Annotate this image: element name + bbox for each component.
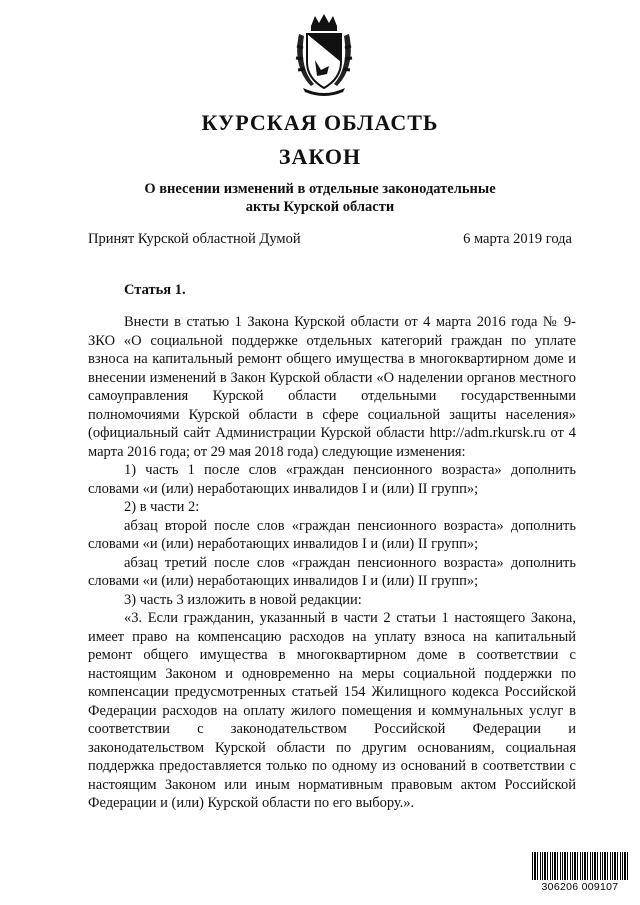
article-title: Статья 1. <box>124 282 186 298</box>
subtitle-line-2: акты Курской области <box>245 199 395 215</box>
barcode-icon <box>532 852 628 880</box>
article-paragraph: 2) в части 2: <box>124 499 200 515</box>
article-paragraph: 1) часть 1 после слов «граждан пенсионного возраста» дополнить словами «и (или) неработающих инвалидов I и (или) II групп»; <box>88 462 576 497</box>
adopted-by: Принят Курской областной Думой <box>88 231 301 247</box>
region-title: КУРСКАЯ ОБЛАСТЬ <box>201 110 439 135</box>
article-paragraph: Внести в статью 1 Закона Курской области от 4 марта 2016 года № 9-ЗКО «О социальной поддержке отдельных категорий граждан по уплате взноса на капитальный ремонт общего имущества в многоквартирном доме и внесении изменений в Закон Курской области «О наделении органов местного самоуправления Курской области отдельными государственными полномочиями Курской области в сфере социальной защиты населения» (официальный сайт Администрации Курской области http://adm.rkursk.ru от 4 марта 2016 года; от 29 мая 2018 года) следующие изменения: <box>88 314 576 460</box>
article-paragraph: «3. Если гражданин, указанный в части 2 статьи 1 настоящего Закона, имеет право на компенсацию расходов на уплату взноса на капитальный ремонт общего имущества в многоквартирном доме в соответствии с настоящим Законом и одновременно на меры социальной поддержки по компенсации предусмотренных статьей 154 Жилищного кодекса Российской Федерации расходов на оплату жилого помещения и коммунальных услуг в соответствии с законодательством Российской Федерации и законодательством Курской области по другим основаниям, социальная поддержка предоставляется только по одному из оснований в соответствии с настоящим Законом или иным нормативным правовым актом Российской Федерации и (или) Курской области по его выбору.». <box>88 610 576 811</box>
article-paragraph: абзац второй после слов «граждан пенсионного возраста» дополнить словами «и (или) неработающих инвалидов I и (или) II групп»; <box>88 517 576 552</box>
subtitle-line-1: О внесении изменений в отдельные законодательные <box>144 181 496 197</box>
law-subtitle <box>0 180 640 216</box>
document-type: ЗАКОН <box>278 144 362 169</box>
adoption-date: 6 марта 2019 года <box>463 231 572 247</box>
document-barcode <box>532 852 628 896</box>
article-paragraph: абзац третий после слов «граждан пенсионного возраста» дополнить словами «и (или) неработающих инвалидов I и (или) II групп»; <box>88 554 576 589</box>
barcode-number: 306206 009107 <box>541 881 619 893</box>
article-body <box>88 313 576 813</box>
coat-of-arms-icon <box>293 12 355 96</box>
article-paragraph: 3) часть 3 изложить в новой редакции: <box>124 591 362 608</box>
